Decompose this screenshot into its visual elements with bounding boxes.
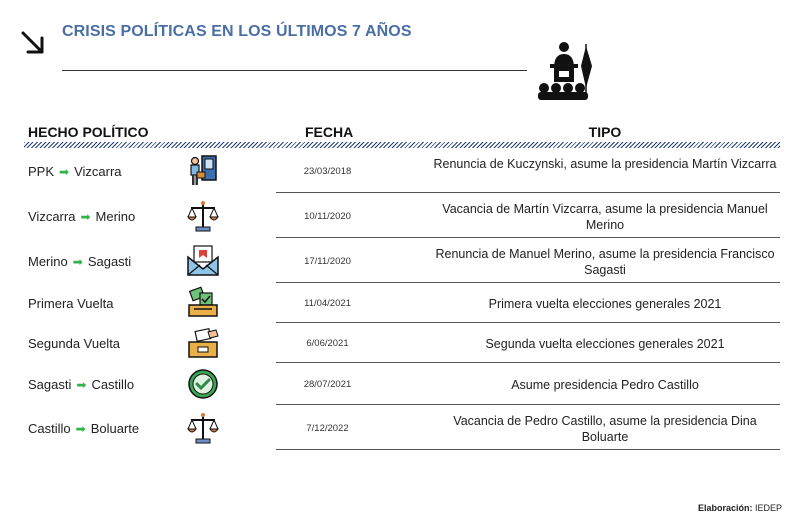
event-date: 23/03/2018 (303, 166, 352, 177)
event-to: Boluarte (90, 421, 140, 436)
event-to: Castillo (91, 377, 135, 392)
event-from: PPK (28, 164, 55, 179)
column-header-date: FECHA (305, 124, 354, 140)
row-divider (276, 192, 780, 193)
event-to: Merino (95, 209, 136, 224)
event-type: Asume presidencia Pedro Castillo (511, 378, 699, 392)
green-arrow-icon: ➡ (76, 377, 87, 392)
resignation-icon (186, 154, 220, 188)
event-type: Renuncia de Kuczynski, asume la presidencia Martín Vizcarra (433, 157, 777, 171)
event-type: Renuncia de Manuel Merino, asume la presidencia Francisco Sagasti (435, 247, 775, 277)
row-divider (276, 322, 780, 323)
credit-value: IEDEP (754, 503, 782, 513)
event-date: 10/11/2020 (304, 211, 351, 222)
page-title: CRISIS POLÍTICAS EN LOS ÚLTIMOS 7 AÑOS (62, 23, 412, 40)
event-label (28, 254, 131, 269)
event-label-text: Segunda Vuelta (28, 336, 121, 351)
event-date: 11/04/2021 (304, 298, 351, 309)
event-label (28, 164, 122, 179)
check-circle-icon (186, 367, 220, 401)
event-label (28, 421, 139, 436)
credit-label: Elaboración: (697, 503, 753, 513)
event-date: 17/11/2020 (304, 256, 351, 267)
row-divider (276, 282, 780, 283)
event-type: Primera vuelta elecciones generales 2021 (488, 297, 722, 311)
row-divider (276, 362, 780, 363)
green-arrow-icon: ➡ (59, 164, 70, 179)
event-to: Sagasti (87, 254, 132, 269)
scales-icon (186, 199, 220, 233)
ballot-box-icon (186, 326, 220, 360)
event-label (28, 209, 135, 224)
event-type: Segunda vuelta elecciones generales 2021 (485, 337, 725, 351)
row-divider (276, 449, 780, 450)
header-hatch-divider (24, 142, 780, 148)
event-label (28, 377, 134, 392)
event-type: Vacancia de Martín Vizcarra, asume la presidencia Manuel Merino (442, 202, 768, 232)
ballot-box-check-icon (186, 285, 220, 319)
row-divider (276, 404, 780, 405)
title-divider (62, 70, 527, 71)
event-to: Vizcarra (74, 164, 122, 179)
scales-icon (186, 411, 220, 445)
envelope-icon (186, 243, 220, 277)
credit-line (698, 503, 782, 513)
column-header-event: HECHO POLÍTICO (28, 124, 149, 140)
event-date: 6/06/2021 (306, 338, 349, 349)
event-label (28, 296, 114, 311)
event-from: Sagasti (28, 377, 72, 392)
event-date: 7/12/2022 (306, 423, 349, 434)
podium-speaker-icon (536, 38, 596, 102)
arrow-down-right-icon (20, 30, 46, 56)
green-arrow-icon: ➡ (75, 421, 86, 436)
event-label-text: Primera Vuelta (28, 296, 114, 311)
event-date: 28/07/2021 (303, 379, 352, 390)
green-arrow-icon: ➡ (80, 209, 91, 224)
event-label (28, 336, 120, 351)
row-divider (276, 237, 780, 238)
event-from: Castillo (28, 421, 71, 436)
green-arrow-icon: ➡ (72, 254, 83, 269)
event-type: Vacancia de Pedro Castillo, asume la presidencia Dina Boluarte (453, 414, 757, 444)
event-from: Vizcarra (28, 209, 76, 224)
event-from: Merino (28, 254, 68, 269)
column-header-type: TIPO (588, 124, 622, 140)
